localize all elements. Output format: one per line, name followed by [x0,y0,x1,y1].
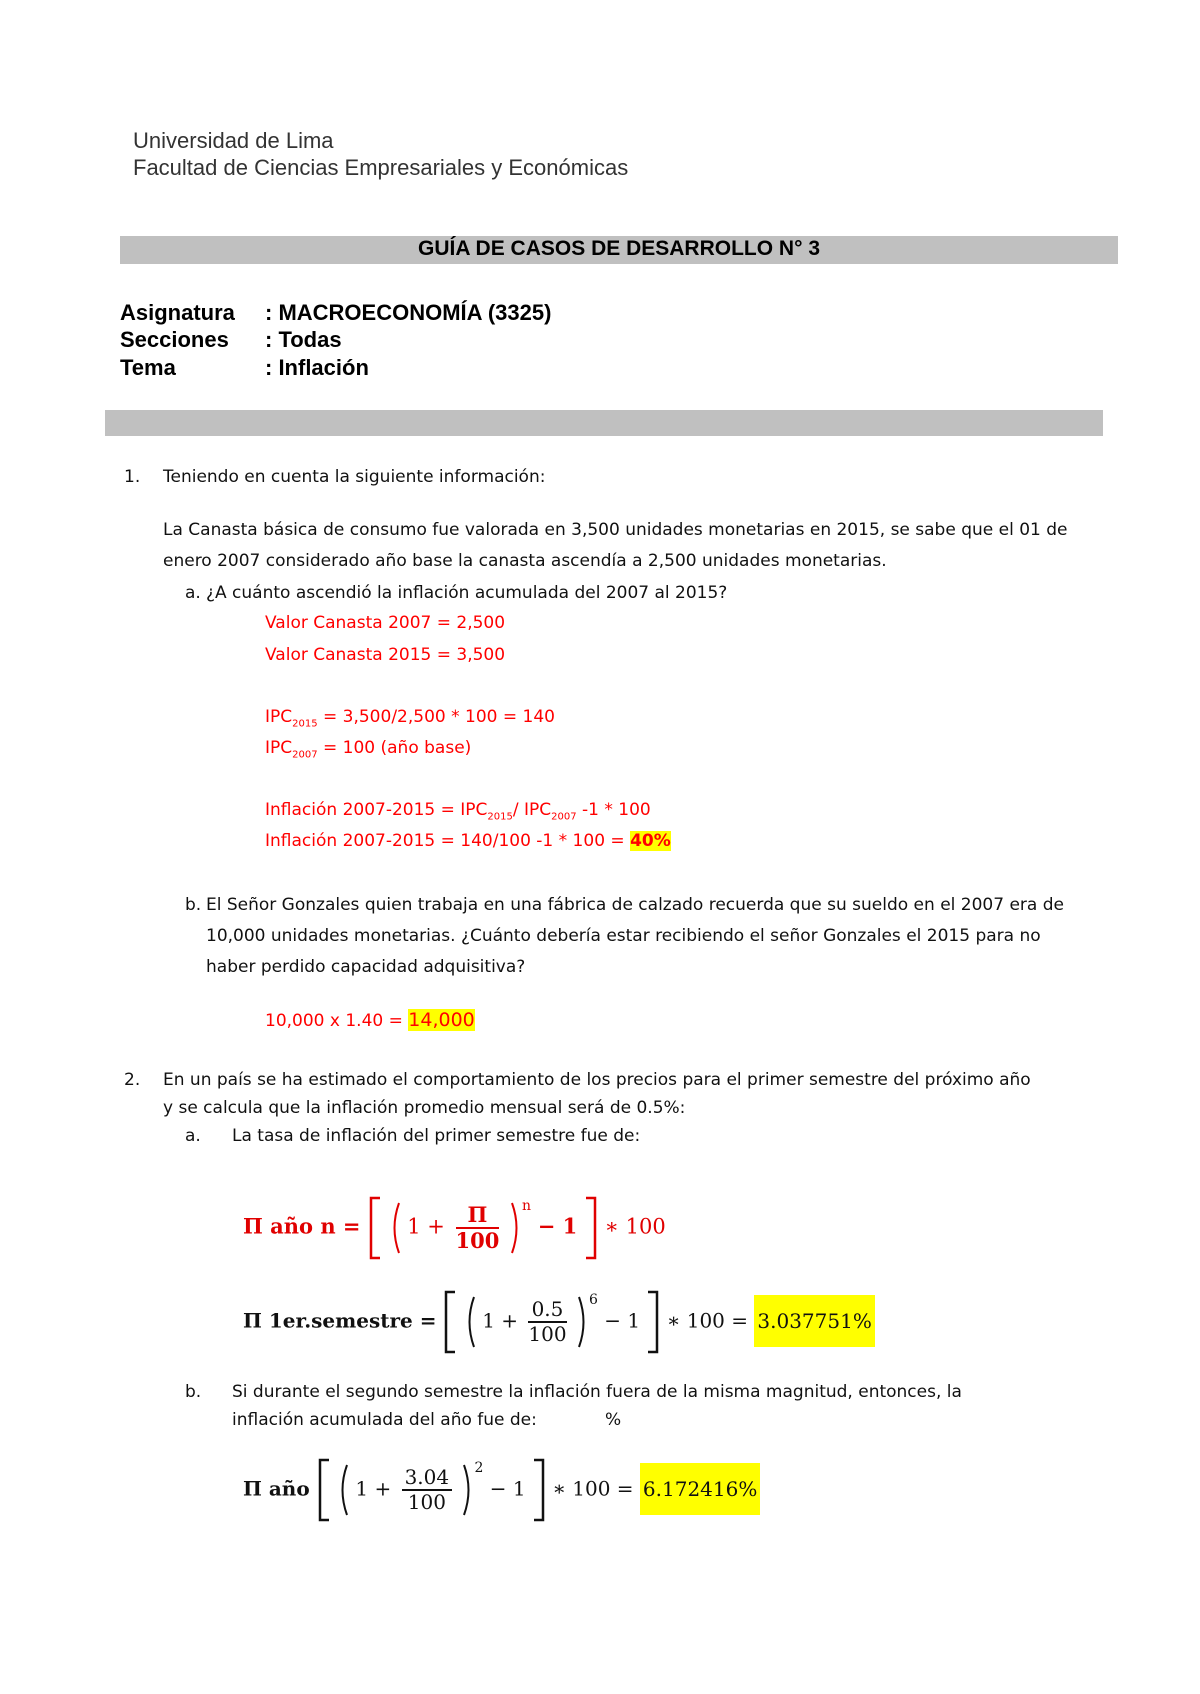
left-paren-icon [337,1463,349,1517]
ipc-text: IPC [265,738,293,758]
formula-one-plus: 1 + [355,1476,398,1501]
formula-times-100: ∗ 100 = [552,1476,640,1501]
left-paren-icon [389,1201,401,1255]
ipc-subscript: 2007 [292,749,318,761]
q1a-answer-line: Valor Canasta 2015 = 3,500 [265,645,506,665]
secciones-value: : Todas [265,327,342,352]
q1b-line: haber perdido capacidad adquisitiva? [206,957,526,977]
ipc-text: IPC [524,800,552,820]
separator-band [105,410,1103,436]
ipc-subscript: 2015 [292,718,318,730]
ipc-subscript: 2007 [551,811,577,823]
annual-result-highlight: 6.172416% [640,1463,760,1515]
formula-times-100: ∗ 100 = [666,1308,755,1333]
q1b-line: El Señor Gonzales quien trabaja en una fábrica de calzado recuerda que su sueldo en el 2007 era de [206,895,1064,915]
q1-intro: Teniendo en cuenta la siguiente información: [163,467,546,487]
q2-number: 2. [124,1070,141,1090]
formula-fraction [528,1298,566,1346]
ipc-text: IPC [265,707,293,727]
tema-label: Tema [120,355,176,380]
q1-paragraph-line: La Canasta básica de consumo fue valorada en 3,500 unidades monetarias en 2015, se sabe que el 01 de [163,520,1068,540]
ipc-text: IPC [460,800,488,820]
right-paren-icon [510,1201,522,1255]
right-paren-icon [462,1463,474,1517]
fraction-denominator: 100 [455,1228,500,1253]
formula-lhs: Π año n = [243,1213,368,1239]
title-band [120,236,1118,264]
secciones-label: Secciones [120,327,229,352]
tema-value: : Inflación [265,355,369,380]
fraction-numerator: 3.04 [402,1466,453,1491]
inflation-result-highlight: 40% [630,831,671,851]
formula-exponent: n [522,1197,532,1214]
formula-fraction [456,1203,500,1253]
formula-one-plus: 1 + [482,1308,525,1333]
q2b-line: inflación acumulada del año fue de: [232,1410,537,1430]
right-bracket-icon [532,1458,546,1522]
inflation-label: Inflación 2007-2015 = [265,800,461,820]
university-name: Universidad de Lima [133,128,334,153]
q1a-ipc2015-line [265,707,555,729]
fraction-denominator: 100 [528,1322,567,1346]
formula-first-semester [243,1290,875,1354]
q1-paragraph-line: enero 2007 considerado año base la canasta ascendía a 2,500 unidades monetarias. [163,551,887,571]
right-bracket-icon [584,1196,598,1260]
q1a-ipc2007-line [265,738,471,760]
formula-annual [243,1458,760,1522]
q2b-label: b. [185,1382,202,1402]
q1b-line: 10,000 unidades monetarias. ¿Cuánto debería estar recibiendo el señor Gonzales el 2015 para no [206,926,1041,946]
left-bracket-icon [443,1290,457,1354]
inflation-calculation: Inflación 2007-2015 = 140/100 -1 * 100 = [265,831,631,851]
q2a-label: a. [185,1126,201,1146]
q1a-inflation-result-line [265,831,671,851]
formula-times-100: ∗ 100 [604,1214,666,1239]
formula-lhs: Π año [243,1476,317,1501]
q1a-question: ¿A cuánto ascendió la inflación acumulada del 2007 al 2015? [206,583,728,603]
ipc2007-formula: = 100 (año base) [317,738,472,758]
formula-minus-one: − 1 [537,1213,578,1239]
q1a-label: a. [185,583,201,603]
formula-exponent: 2 [474,1459,484,1476]
formula-minus-one: − 1 [489,1476,526,1501]
ipc-subscript: 2015 [487,811,513,823]
asignatura-label: Asignatura [120,300,235,325]
right-paren-icon [577,1295,589,1349]
salary-result-highlight: 14,000 [408,1009,475,1031]
q1a-inflation-formula [265,800,651,822]
division-sign: / [512,800,525,820]
formula-minus-one: − 1 [604,1308,641,1333]
q1-number: 1. [124,467,141,487]
fraction-numerator: 0.5 [528,1298,566,1323]
formula-general [243,1196,666,1260]
fraction-numerator: Π [456,1203,500,1229]
q2b-percent: % [605,1410,622,1430]
left-paren-icon [464,1295,476,1349]
salary-calculation: 10,000 x 1.40 = [265,1011,409,1031]
formula-tail: -1 * 100 [576,800,651,820]
formula-exponent: 6 [588,1291,598,1308]
formula-one-plus: 1 + [407,1214,452,1239]
asignatura-value: : MACROECONOMÍA (3325) [265,300,552,325]
semester-result-highlight: 3.037751% [754,1295,874,1347]
q1a-answer-line: Valor Canasta 2007 = 2,500 [265,613,506,633]
document-title: GUÍA DE CASOS DE DESARROLLO N° 3 [418,237,820,260]
formula-lhs: Π 1er.semestre = [243,1308,444,1333]
q1b-label: b. [185,895,202,915]
q2b-line: Si durante el segundo semestre la inflación fuera de la misma magnitud, entonces, la [232,1382,962,1402]
faculty-name: Facultad de Ciencias Empresariales y Económicas [133,155,629,180]
ipc2015-formula: = 3,500/2,500 * 100 = 140 [317,707,555,727]
left-bracket-icon [368,1196,382,1260]
fraction-denominator: 100 [407,1490,446,1514]
q2a-question: La tasa de inflación del primer semestre fue de: [232,1126,641,1146]
q2-line: y se calcula que la inflación promedio mensual será de 0.5%: [163,1098,686,1118]
left-bracket-icon [317,1458,331,1522]
q1b-answer [265,1009,475,1031]
formula-fraction [402,1466,453,1514]
q2-line: En un país se ha estimado el comportamiento de los precios para el primer semestre del próximo año [163,1070,1031,1090]
right-bracket-icon [646,1290,660,1354]
